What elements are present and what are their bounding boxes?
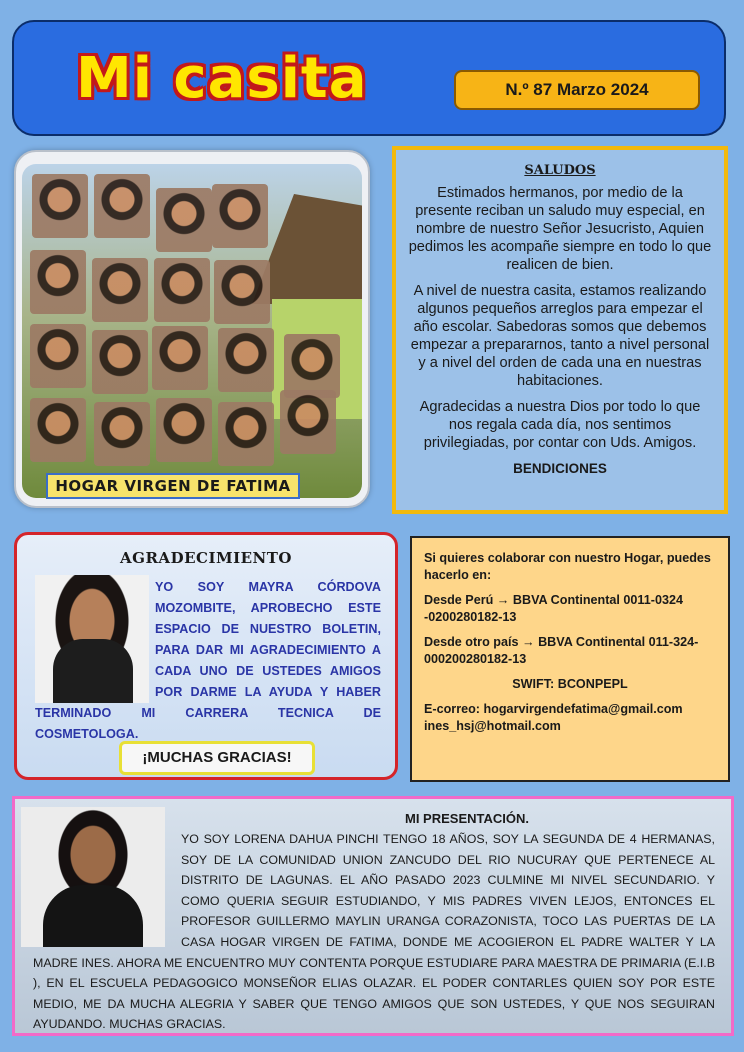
saludos-paragraph: A nivel de nuestra casita, estamos realizando algunos pequeños arreglos para empezar el año escolar. Sabedoras somos que debemos empezar a prepararnos, tanto a nivel personal y a nivel del orden de cada una en nuestras habitaciones. (410, 283, 710, 389)
presentacion-body (33, 829, 715, 1035)
presentacion-section (12, 796, 734, 1036)
portrait-photo (214, 260, 270, 324)
portrait-photo (284, 334, 340, 398)
issue-badge: N.º 87 Marzo 2024 (454, 70, 700, 110)
swift-code: SWIFT: BCONPEPL (512, 677, 628, 691)
portrait-photo (92, 330, 148, 394)
portrait-photo (30, 250, 86, 314)
email-secondary: ines_hsj@hotmail.com (424, 719, 561, 733)
portrait-photo (212, 184, 268, 248)
agradecimiento-section (14, 532, 398, 780)
agradecimiento-heading: AGRADECIMIENTO (120, 549, 292, 567)
portrait-photo (30, 324, 86, 388)
donation-intro: Si quieres colaborar con nuestro Hogar, puedes hacerlo en: (424, 551, 711, 582)
saludos-paragraph: Agradecidas a nuestra Dios por todo lo que nos regala cada día, nos sentimos privilegiadas, por contar con Uds. Amigos. (419, 399, 701, 451)
donation-abroad: Desde otro país → BBVA Continental 011-324-000200280182-13 (424, 635, 699, 666)
saludos-paragraph: Estimados hermanos, por medio de la presente reciban un saludo muy especial, en nombre de nuestro Señor Jesucristo, Aquien pedimos les acompañe siempre en todo lo que realicen de bien. (408, 185, 712, 273)
portrait-photo (156, 398, 212, 462)
presentacion-heading: MI PRESENTACIÓN. (405, 811, 529, 826)
presentacion-text: YO SOY LORENA DAHUA PINCHI TENGO 18 AÑOS, SOY LA SEGUNDA DE 4 HERMANAS, SOY DE LA COMUNIDAD UNION ZANCUDO DEL RIO NUCURAY QUE PERTENECE AL DISTRITO DE LAGUNAS. EL AÑO PASADO 2023 CULMINE MI NIVEL SECUNDARIO. Y COMO QUERIA SEGUIR ESTUDIANDO, Y MIS PADRES VIVEN LEJOS, ENTONCES EL PROFESOR GUILLERMO MAYLIN URANGA CORAZONISTA, TOCO LAS PUERTAS DE LA CASA HOGAR VIRGEN DE FATIMA, DONDE ME ACOGIERON EL PADRE WALTER Y LA MADRE INES. AHORA ME ENCUENTRO MUY CONTENTA PORQUE ESTUDIARE PARA MAESTRA DE PRIMARIA (E.I.B ), EN EL ESCUELA PEDAGOGICO MONSEÑOR ELIAS OLAZAR. EL PODER CONTARLES QUIEN SOY POR ESTE MEDIO, ME DA MUCHA ALEGRIA Y SABER QUE TENGO AMIGOS QUE SON USTEDES, Y QUE NOS SEGUIRAN AYUDANDO. MUCHAS GRACIAS. (33, 832, 715, 1032)
saludos-closing: BENDICIONES (513, 461, 607, 476)
portrait-photo (218, 328, 274, 392)
portrait-photo (92, 258, 148, 322)
donation-info-box (410, 536, 730, 782)
portrait-photo (152, 326, 208, 390)
muchas-gracias-box: ¡MUCHAS GRACIAS! (119, 741, 315, 775)
portrait-photo (218, 402, 274, 466)
photo-collage (22, 164, 362, 498)
portrait-photo (154, 258, 210, 322)
portrait-photo (94, 174, 150, 238)
portrait-photo (94, 402, 150, 466)
email-primary: E-correo: hogarvirgendefatima@gmail.com (424, 702, 683, 716)
agradecimiento-body (35, 577, 381, 745)
newsletter-header (12, 20, 726, 136)
newsletter-title: Mi casita (76, 46, 368, 111)
collage-caption: HOGAR VIRGEN DE FATIMA (46, 473, 300, 499)
saludos-heading: SALUDOS (524, 163, 596, 178)
portrait-photo (156, 188, 212, 252)
portrait-photo (280, 390, 336, 454)
portrait-photo (30, 398, 86, 462)
donation-peru: Desde Perú → BBVA Continental 0011-0324 -0200280182-13 (424, 593, 683, 624)
saludos-section (392, 146, 728, 514)
portrait-photo (32, 174, 88, 238)
agradecimiento-text: YO SOY MAYRA CÓRDOVA MOZOMBITE, APROBECHO ESTE ESPACIO DE NUESTRO BOLETIN, PARA DAR MI AGRADECIMIENTO A CADA UNO DE USTEDES AMIGOS POR DARME LA AYUDA Y HABER TERMINADO MI CARRERA TECNICA DE COSMETOLOGA. (35, 580, 381, 741)
